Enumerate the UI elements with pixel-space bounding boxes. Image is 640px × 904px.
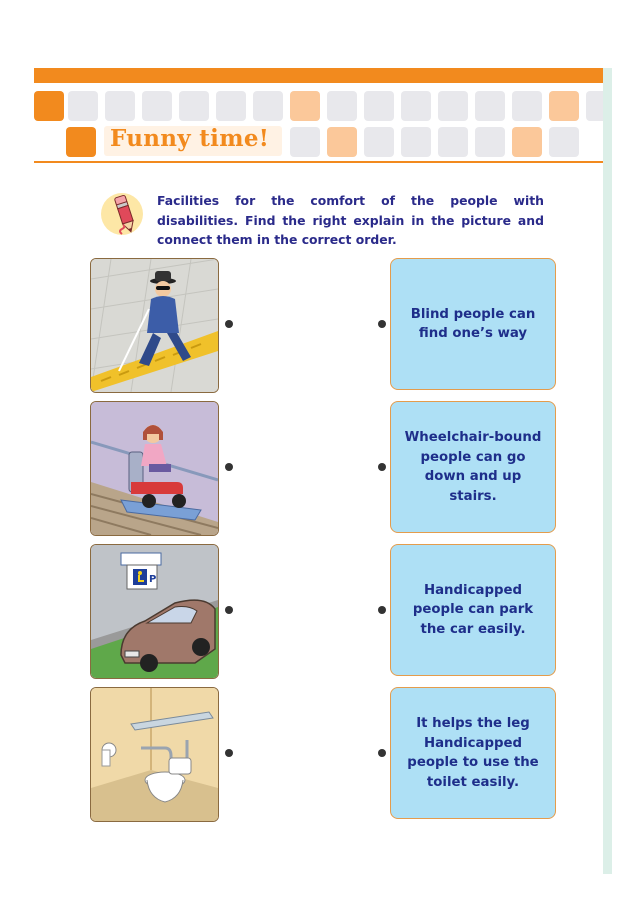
- answer-card-label: Blind people can find one’s way: [410, 306, 536, 341]
- connect-dot-right[interactable]: [378, 320, 386, 328]
- deco-square: [34, 91, 64, 121]
- accessible-toilet-icon: [91, 688, 218, 821]
- answer-card-label: Wheelchair-bound people can go down and up stairs.: [404, 430, 542, 504]
- deco-square: [364, 127, 394, 157]
- deco-square: [549, 91, 579, 121]
- deco-square: [475, 127, 505, 157]
- deco-square: [179, 91, 209, 121]
- side-strip: [603, 68, 612, 874]
- answer-card[interactable]: [390, 544, 556, 676]
- answer-card-label: Handicapped people can park the car easily.: [412, 582, 534, 637]
- picture-parking: [90, 544, 219, 679]
- deco-square: [327, 127, 357, 157]
- deco-square: [401, 91, 431, 121]
- deco-square: [216, 91, 246, 121]
- picture-toilet: [90, 687, 219, 822]
- answer-card[interactable]: [390, 258, 556, 390]
- connect-dot-right[interactable]: [378, 749, 386, 757]
- deco-square: [549, 127, 579, 157]
- connect-dot-left[interactable]: [225, 606, 233, 614]
- deco-square: [438, 91, 468, 121]
- blind-man-tactile-path-icon: [91, 259, 218, 392]
- answer-card[interactable]: [390, 687, 556, 819]
- deco-square: [401, 127, 431, 157]
- title-divider: [34, 161, 603, 163]
- deco-square: [327, 91, 357, 121]
- stair-lift-wheelchair-icon: [91, 402, 218, 535]
- answer-card[interactable]: [390, 401, 556, 533]
- connect-dot-right[interactable]: [378, 606, 386, 614]
- picture-stair-lift: [90, 401, 219, 536]
- answer-card-label: It helps the leg Handicapped people to use the toilet easily.: [407, 716, 539, 790]
- page-title: Funny time!: [110, 125, 270, 152]
- deco-square: [253, 91, 283, 121]
- header-bar: [34, 68, 603, 83]
- connect-dot-left[interactable]: [225, 749, 233, 757]
- handicapped-parking-icon: [91, 545, 218, 678]
- deco-square: [512, 127, 542, 157]
- deco-square: [586, 91, 603, 121]
- deco-square: [105, 91, 135, 121]
- deco-square: [290, 91, 320, 121]
- deco-square: [66, 127, 96, 157]
- deco-square: [68, 91, 98, 121]
- deco-square: [142, 91, 172, 121]
- deco-square: [475, 91, 505, 121]
- svg-text:P: P: [149, 574, 157, 585]
- instruction-text: Facilities for the comfort of the people with disabilities. Find the right explain in the picture and connect them in the correct order.: [157, 193, 544, 247]
- connect-dot-left[interactable]: [225, 320, 233, 328]
- pencil-icon: [100, 190, 148, 238]
- deco-square: [438, 127, 468, 157]
- deco-square: [290, 127, 320, 157]
- picture-blind-man: [90, 258, 219, 393]
- deco-square: [512, 91, 542, 121]
- connect-dot-left[interactable]: [225, 463, 233, 471]
- deco-square: [364, 91, 394, 121]
- connect-dot-right[interactable]: [378, 463, 386, 471]
